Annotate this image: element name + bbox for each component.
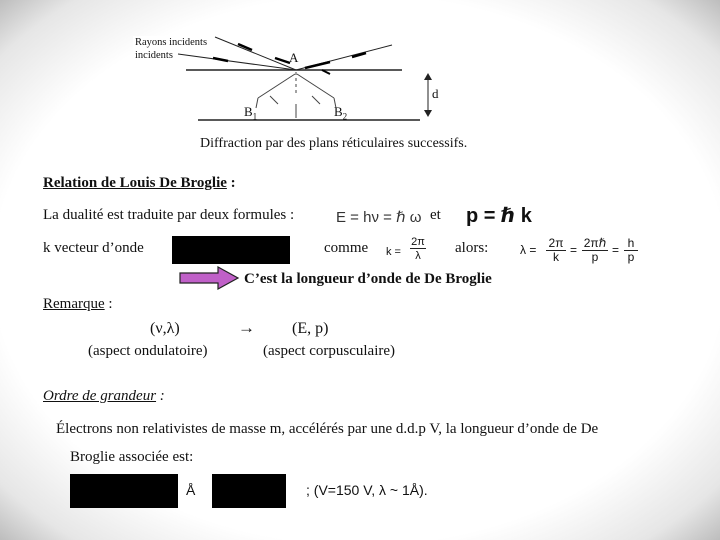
d-arrow-head-up — [424, 73, 432, 80]
ray-dash — [305, 62, 330, 68]
rays-label-2: incidents — [135, 50, 173, 61]
incident-ray-2 — [178, 54, 296, 70]
point-a-label: A — [289, 50, 299, 65]
de-broglie-conclusion: C’est la longueur d’onde de De Broglie — [244, 271, 492, 287]
formula-energy: E = hν = ℏ ω — [336, 209, 422, 226]
pointer-arrow-icon — [178, 266, 242, 290]
electrons-text-line1: Électrons non relativistes de masse m, accélérés par une d.d.p V, la longueur d’onde de De — [56, 421, 599, 437]
electrons-text-line2: Broglie associée est: — [70, 449, 194, 465]
remarque-heading: Remarque : — [43, 296, 113, 312]
diagram-caption: Diffraction par des plans réticulaires successifs. — [200, 136, 468, 151]
example-values: ; (V=150 V, λ ~ 1Å). — [306, 482, 428, 498]
d-arrow-head-down — [424, 110, 432, 117]
path-to-b2 — [297, 74, 334, 98]
redacted-formula-box — [172, 236, 290, 264]
incident-ray-1 — [215, 37, 299, 70]
particle-aspect-label: (aspect corpusculaire) — [263, 343, 396, 359]
formula-momentum: p = ℏ k — [466, 205, 532, 227]
distance-d-label: d — [432, 86, 439, 101]
alors-text: alors: — [455, 240, 489, 256]
ordre-heading: Ordre de grandeur : — [43, 388, 165, 404]
angstrom-symbol: Å — [186, 482, 196, 498]
wave-aspect-label: (aspect ondulatoire) — [88, 343, 208, 359]
rays-label: Rayons incidents — [135, 37, 208, 48]
arrow-icon: → — [238, 318, 255, 337]
point-b1-label: $B_1$ — [244, 104, 258, 122]
redacted-formula-box-2 — [70, 474, 178, 508]
duality-text: La dualité est traduite par deux formules : — [43, 207, 295, 223]
comme-text: comme — [324, 240, 369, 256]
path-to-b1 — [258, 74, 295, 98]
particle-pair: (E, p) — [292, 320, 329, 337]
redacted-formula-box-3 — [212, 474, 286, 508]
point-b2-label: $B_2$ — [334, 104, 348, 122]
section-heading-de-broglie: Relation de Louis De Broglie : — [43, 175, 236, 191]
ray-dash — [213, 58, 228, 61]
wave-pair: (ν,λ) — [150, 320, 180, 337]
formula-lambda: λ = 2π k = 2πℏ p = h p — [520, 236, 640, 264]
et-text: et — [430, 207, 441, 223]
wave-vector-text: k vecteur d’onde — [43, 240, 144, 256]
